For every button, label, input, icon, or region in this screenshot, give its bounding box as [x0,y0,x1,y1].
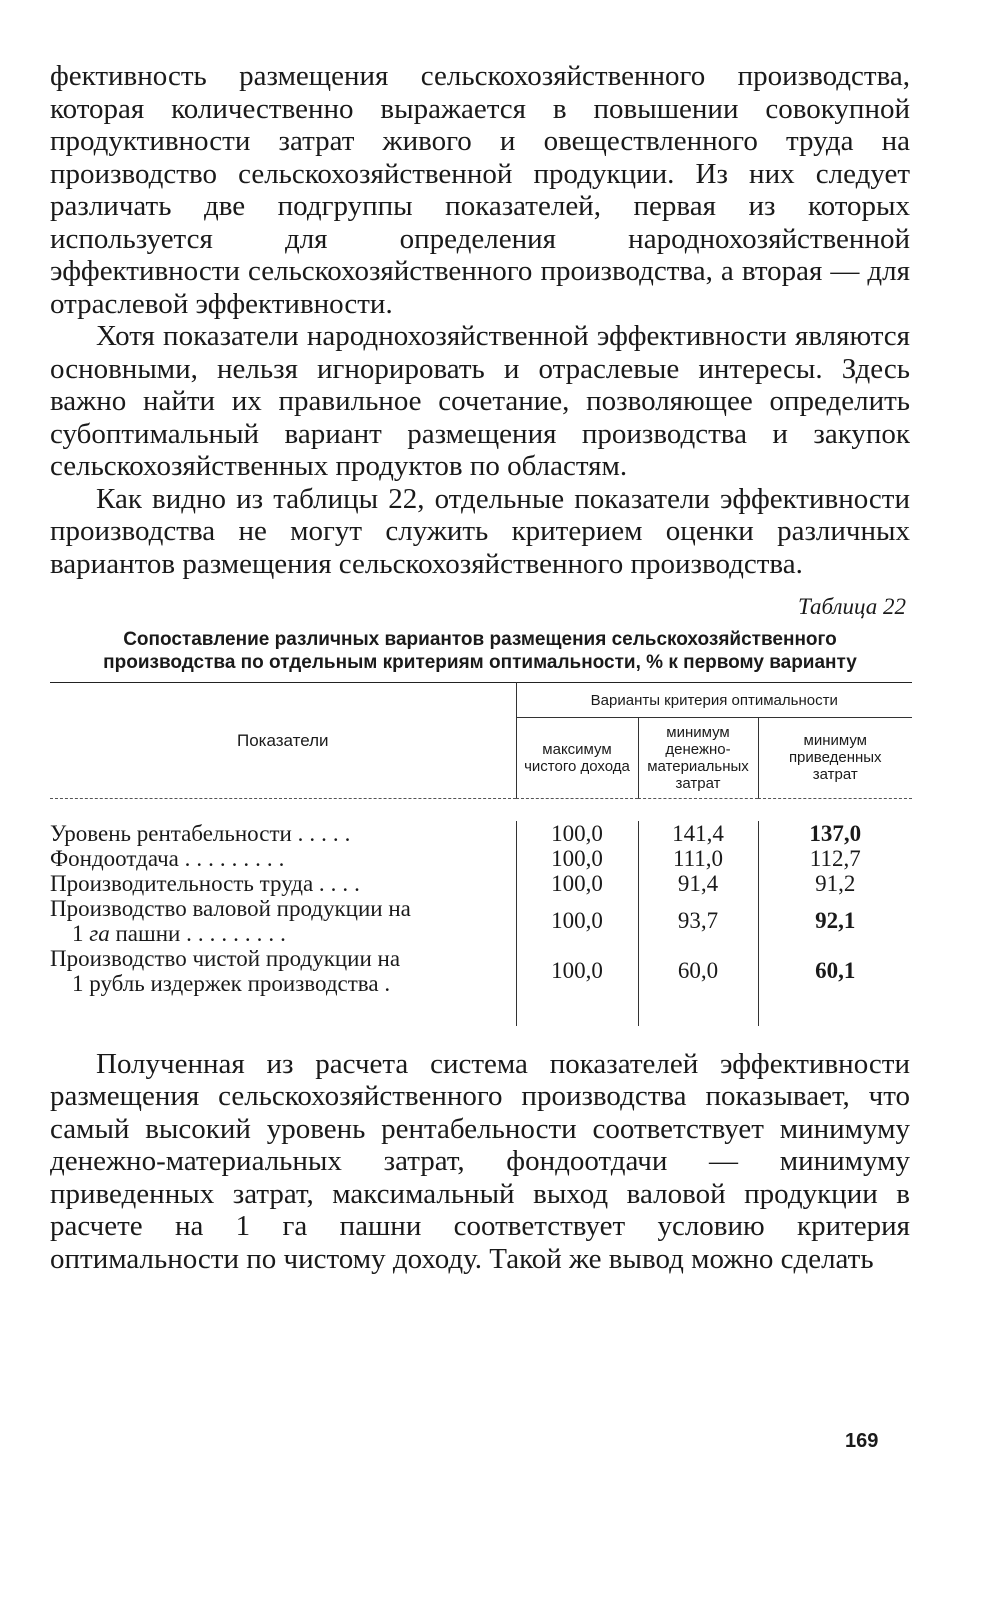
cell-value: 100,0 [516,896,638,946]
paragraph-3: Как видно из таблицы 22, отдельные показатели эффективности производства не могут служить критерием оценки различных вариантов размещения сельскохозяйственного производства. [50,482,910,580]
row-label-part: 1 рубль издержек производства [72,970,379,996]
cell-value: 91,4 [638,871,758,896]
comparison-table [50,682,912,1026]
header-col-min-money-costs: минимум денежно-материальных затрат [638,718,758,798]
table-row [50,821,912,846]
row-label: Фондоотдача [50,845,179,871]
table-row [50,871,912,896]
cell-value: 91,2 [758,871,912,896]
header-variants-group: Варианты критерия оптимальности [516,683,912,718]
table-title: Сопоставление различных вариантов размещения сельскохозяйственного производства по отдельным критериям оптимальности, % к первому варианту [103,629,857,673]
cell-value: 92,1 [758,896,912,946]
table-row [50,846,912,871]
row-leader: .... [318,870,366,896]
row-label: Уровень рентабельности [50,820,292,846]
header-col-max-net-income: максимум чистого дохода [516,718,638,798]
cell-value: 100,0 [516,871,638,896]
row-label-part: пашни [109,920,181,946]
row-label-unit: га [89,920,110,946]
page [50,60,910,1275]
paragraph-1: фективность размещения сельскохозяйственного производства, которая количественно выражается в повышении совокупной продуктивности затрат живого и овеществленного труда на производство сельскохозяйственной продукции. Из них следует различать две подгруппы показателей, первая из которых используется для определения народнохозяйственной эффективности сельскохозяйственного производства, а вторая — для отраслевой эффективности. [50,60,910,320]
row-leader: ......... [184,845,291,871]
cell-value: 141,4 [638,821,758,846]
header-col-min-reduced-costs: минимум приведенных затрат [758,718,912,798]
paragraph-4: Полученная из расчета система показателей эффективности размещения сельскохозяйственного производства показывает, что самый высокий уровень рентабельности соответствует минимуму денежно-материальных затрат, фондоотдачи — минимуму приведенных затрат, максимальный выход валовой продукции в расчете на 1 га пашни соответствует условию критерия оптимальности по чистому доходу. Такой же вывод можно сделать [50,1047,910,1275]
table-row [50,946,912,996]
cell-value: 100,0 [516,846,638,871]
row-leader: ..... [297,820,357,846]
page-number: 169 [845,1430,879,1452]
row-label-part: 1 [72,920,90,946]
cell-value: 60,0 [638,946,758,996]
row-leader: . [384,970,397,996]
row-label: Производство чистой продукции на [50,945,401,971]
row-leader: ......... [186,920,292,946]
cell-value: 111,0 [638,846,758,871]
cell-value: 60,1 [758,946,912,996]
table-number: Таблица 22 [797,594,906,619]
cell-value: 100,0 [516,821,638,846]
table-row [50,896,912,946]
row-label: Производство валовой продукции на [50,895,411,921]
cell-value: 100,0 [516,946,638,996]
header-indicators: Показатели [236,730,329,750]
row-label: Производительность труда [50,870,314,896]
paragraph-2: Хотя показатели народнохозяйственной эффективности являются основными, нельзя игнорировать и отраслевые интересы. Здесь важно найти их правильное сочетание, позволяющее определить субоптимальный вариант размещения производства и закупок сельскохозяйственных продуктов по областям. [50,320,910,482]
cell-value: 137,0 [758,821,912,846]
cell-value: 93,7 [638,896,758,946]
cell-value: 112,7 [758,846,912,871]
